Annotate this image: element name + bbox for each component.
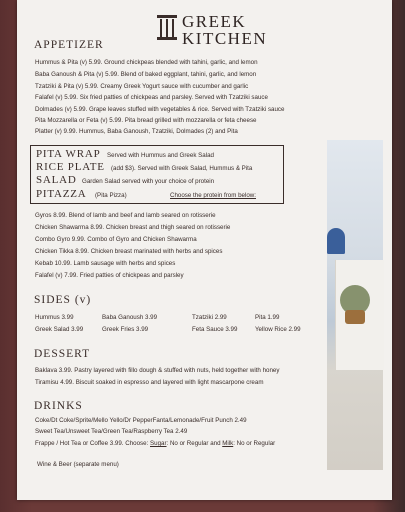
pitazza-desc: (Pita Pizza) — [95, 192, 127, 199]
brand-line1: GREEK — [182, 12, 247, 31]
side-item: Hummus 3.99 — [35, 314, 74, 321]
appetizer-heading: APPETIZER — [34, 39, 104, 51]
dessert-item: Baklava 3.99. Pastry layered with fillo dough & stuffed with nuts, held together with honey — [35, 367, 280, 374]
protein-item: Gyros 8.99. Blend of lamb and beef and lamb seared on rotisserie — [35, 212, 216, 219]
appetizer-item: Falafel (v) 5.99. Six fried patties of chickpeas and parsley. Served with Tzatziki sauce — [35, 94, 268, 101]
protein-item: Combo Gyro 9.99. Combo of Gyro and Chicken Shawarma — [35, 236, 197, 243]
sugar-label: Sugar — [150, 440, 167, 447]
side-item: Greek Fries 3.99 — [102, 326, 149, 333]
appetizer-item: Platter (v) 9.99. Hummus, Baba Ganoush, Tzatziki, Dolmades (2) and Pita — [35, 128, 238, 135]
side-item: Tzatziki 2.99 — [192, 314, 227, 321]
brand-line2: KITCHEN — [182, 29, 268, 48]
frappe-prefix: Frappe / Hot Tea or Coffee 3.99. Choose: — [35, 440, 150, 447]
protein-item: Chicken Shawarma 8.99. Chicken breast and thigh seared on rotisserie — [35, 224, 231, 231]
drink-item: Sweet Tea/Unsweet Tea/Green Tea/Raspberry Tea 2.49 — [35, 428, 188, 435]
drink-item-frappe — [35, 440, 275, 447]
wine-beer-note: Wine & Beer (separate menu) — [37, 461, 119, 468]
pita-wrap-title: PITA WRAP — [36, 148, 101, 160]
side-item: Yellow Rice 2.99 — [255, 326, 301, 333]
appetizer-item: Hummus & Pita (v) 5.99. Ground chickpeas blended with tahini, garlic, and lemon — [35, 59, 258, 66]
drink-item: Coke/Dt Coke/Sprite/Mello Yello/Dr PepperFanta/Lemonade/Fruit Punch 2.49 — [35, 417, 247, 424]
salad-title: SALAD — [36, 174, 77, 186]
dessert-heading: DESSERT — [34, 348, 91, 360]
rice-plate-desc: (add $3). Served with Greek Salad, Hummus & Pita — [111, 165, 253, 172]
rice-plate-title: RICE PLATE — [36, 161, 105, 173]
dessert-item: Tiramisu 4.99. Biscuit soaked in espresso and layered with light mascarpone cream — [35, 379, 264, 386]
appetizer-item: Baba Ganoush & Pita (v) 5.99. Blend of baked eggplant, tahini, garlic, and lemon — [35, 71, 257, 78]
protein-item: Kebab 10.99. Lamb sausage with herbs and spices — [35, 260, 176, 267]
sugar-options: : No or Regular and — [166, 440, 223, 447]
salad-desc: Garden Salad served with your choice of protein — [82, 178, 215, 185]
side-item: Feta Sauce 3.99 — [192, 326, 238, 333]
appetizer-item: Dolmades (v) 5.99. Grape leaves stuffed with vegetables & rice. Served with Tzatziki sauce — [35, 106, 285, 113]
appetizer-item: Tzatziki & Pita (v) 5.99. Creamy Greek Yogurt sauce with cucumber and garlic — [35, 83, 249, 90]
drinks-heading: DRINKS — [34, 400, 83, 412]
sides-heading: SIDES (v) — [34, 294, 92, 306]
pita-wrap-desc: Served with Hummus and Greek Salad — [107, 152, 214, 159]
appetizer-item: Pita Mozzarella or Feta (v) 5.99. Pita bread grilled with mozzarella or feta cheese — [35, 117, 257, 124]
side-item: Greek Salad 3.99 — [35, 326, 84, 333]
greek-column-icon — [157, 15, 177, 41]
milk-label: Milk — [222, 440, 234, 447]
blue-dome-icon — [327, 228, 345, 254]
milk-options: : No or Regular — [233, 440, 276, 447]
side-item: Baba Ganoush 3.99 — [102, 314, 158, 321]
flower-pot-icon — [345, 310, 365, 324]
protein-item: Chicken Tikka 8.99. Chicken breast marinated with herbs and spices — [35, 248, 223, 255]
side-item: Pita 1.99 — [255, 314, 280, 321]
choose-protein-note: Choose the protein from below: — [170, 192, 256, 199]
protein-item: Falafel (v) 7.99. Fried patties of chickpeas and parsley — [35, 272, 184, 279]
pitazza-title: PITAZZA — [36, 188, 87, 200]
